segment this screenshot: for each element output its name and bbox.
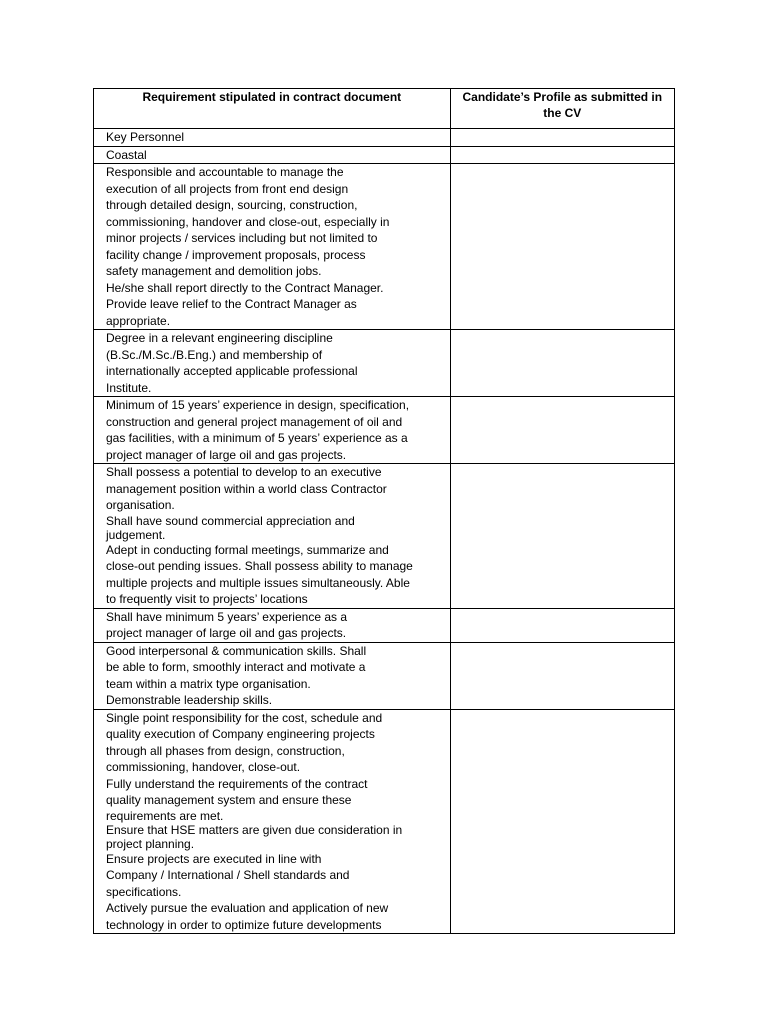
requirement-text-line: facility change / improvement proposals, process — [106, 247, 366, 262]
table-row — [94, 608, 675, 642]
requirement-text-line: (B.Sc./M.Sc./B.Eng.) and membership of — [106, 347, 323, 362]
requirement-text-line: through detailed design, sourcing, construction, — [106, 198, 358, 212]
requirement-cell — [94, 608, 451, 642]
table-header-row — [94, 89, 675, 129]
candidate-profile-cell[interactable] — [450, 330, 674, 397]
requirement-text-line: Minimum of 15 years’ experience in design, specification, — [106, 398, 410, 412]
requirement-text-line: execution of all projects from front end design — [106, 181, 349, 196]
candidate-profile-cell[interactable] — [450, 397, 674, 464]
requirement-text-line: He/she shall report directly to the Contract Manager. — [106, 280, 384, 295]
requirement-text-line: project manager of large oil and gas projects. — [106, 447, 347, 462]
requirement-text-line: safety management and demolition jobs. — [106, 264, 322, 278]
requirement-cell — [94, 330, 451, 397]
requirement-text-line: project planning. — [106, 836, 195, 851]
requirement-text-line: Fully understand the requirements of the contract — [106, 776, 368, 791]
candidate-profile-cell[interactable] — [450, 464, 674, 609]
header-candidate-line: Candidate’s Profile as submitted in — [462, 90, 663, 104]
requirement-cell — [94, 642, 451, 709]
requirement-text-line: internationally accepted applicable professional — [106, 364, 358, 378]
table-row — [94, 129, 675, 147]
requirement-text-line: through all phases from design, construction, — [106, 743, 345, 758]
requirements-table — [93, 88, 675, 934]
requirement-text-line: Shall have sound commercial appreciation and — [106, 513, 355, 528]
requirement-text-line: management position within a world class Contractor — [106, 481, 387, 496]
requirement-text-line: Provide leave relief to the Contract Manager as — [106, 297, 357, 311]
requirement-cell — [94, 129, 451, 147]
requirement-text-line: technology in order to optimize future developments — [106, 917, 382, 932]
requirement-text-line: Degree in a relevant engineering discipline — [106, 331, 333, 345]
requirement-text-line: requirements are met. — [106, 808, 224, 823]
table-row — [94, 709, 675, 934]
requirement-text-line: commissioning, handover, close-out. — [106, 760, 301, 774]
requirement-cell — [94, 397, 451, 464]
requirement-text-line: Adept in conducting formal meetings, summarize and — [106, 542, 389, 557]
table-body — [94, 129, 675, 934]
header-candidate-profile — [450, 89, 674, 129]
table-row — [94, 642, 675, 709]
candidate-profile-cell[interactable] — [450, 164, 674, 330]
candidate-profile-cell[interactable] — [450, 146, 674, 164]
requirement-text-line: close-out pending issues. Shall possess ability to manage — [106, 559, 413, 573]
requirement-text-line: Coastal — [106, 147, 147, 162]
requirement-cell — [94, 464, 451, 609]
requirement-text-line: quality execution of Company engineering projects — [106, 727, 375, 741]
requirement-text-line: specifications. — [106, 884, 182, 899]
requirement-text-line: Ensure that HSE matters are given due consideration in — [106, 822, 403, 837]
table-row — [94, 330, 675, 397]
requirement-text-line: Demonstrable leadership skills. — [106, 693, 273, 707]
requirement-text-line: Responsible and accountable to manage the — [106, 165, 344, 179]
requirement-text-line: multiple projects and multiple issues simultaneously. Able — [106, 575, 410, 590]
requirement-cell — [94, 164, 451, 330]
header-requirement: Requirement stipulated in contract document — [94, 89, 451, 129]
requirement-text-line: Company / International / Shell standards and — [106, 868, 350, 882]
candidate-profile-cell[interactable] — [450, 642, 674, 709]
requirement-text-line: be able to form, smoothly interact and motivate a — [106, 660, 366, 674]
requirement-text-line: to frequently visit to projects’ locations — [106, 592, 308, 606]
requirement-text-line: quality management system and ensure these — [106, 793, 352, 807]
requirement-text-line: project manager of large oil and gas projects. — [106, 626, 347, 640]
candidate-profile-cell[interactable] — [450, 608, 674, 642]
header-candidate-line: the CV — [543, 106, 582, 120]
requirement-text-line: Good interpersonal & communication skills. Shall — [106, 643, 367, 658]
requirement-text-line: Shall possess a potential to develop to an executive — [106, 465, 382, 479]
requirement-text-line: organisation. — [106, 498, 175, 512]
requirement-text-line: Ensure projects are executed in line with — [106, 851, 322, 866]
requirement-cell — [94, 146, 451, 164]
requirement-text-line: Single point responsibility for the cost, schedule and — [106, 710, 383, 725]
requirement-text-line: construction and general project management of oil and — [106, 414, 403, 429]
requirement-text-line: gas facilities, with a minimum of 5 years’ experience as a — [106, 431, 408, 445]
table-row — [94, 146, 675, 164]
table-row — [94, 164, 675, 330]
candidate-profile-cell[interactable] — [450, 129, 674, 147]
table-row — [94, 464, 675, 609]
table-row — [94, 397, 675, 464]
requirement-text-line: Institute. — [106, 380, 152, 395]
requirement-text-line: judgement. — [106, 527, 166, 542]
requirement-text-line: commissioning, handover and close-out, especially in — [106, 214, 390, 229]
requirement-text-line: Key Personnel — [106, 130, 185, 144]
requirement-text-line: appropriate. — [106, 313, 171, 328]
requirement-text-line: minor projects / services including but not limited to — [106, 231, 378, 245]
candidate-profile-cell[interactable] — [450, 709, 674, 934]
requirement-text-line: team within a matrix type organisation. — [106, 676, 311, 691]
requirement-cell — [94, 709, 451, 934]
requirement-text-line: Shall have minimum 5 years’ experience as a — [106, 609, 348, 624]
requirement-text-line: Actively pursue the evaluation and application of new — [106, 901, 389, 915]
